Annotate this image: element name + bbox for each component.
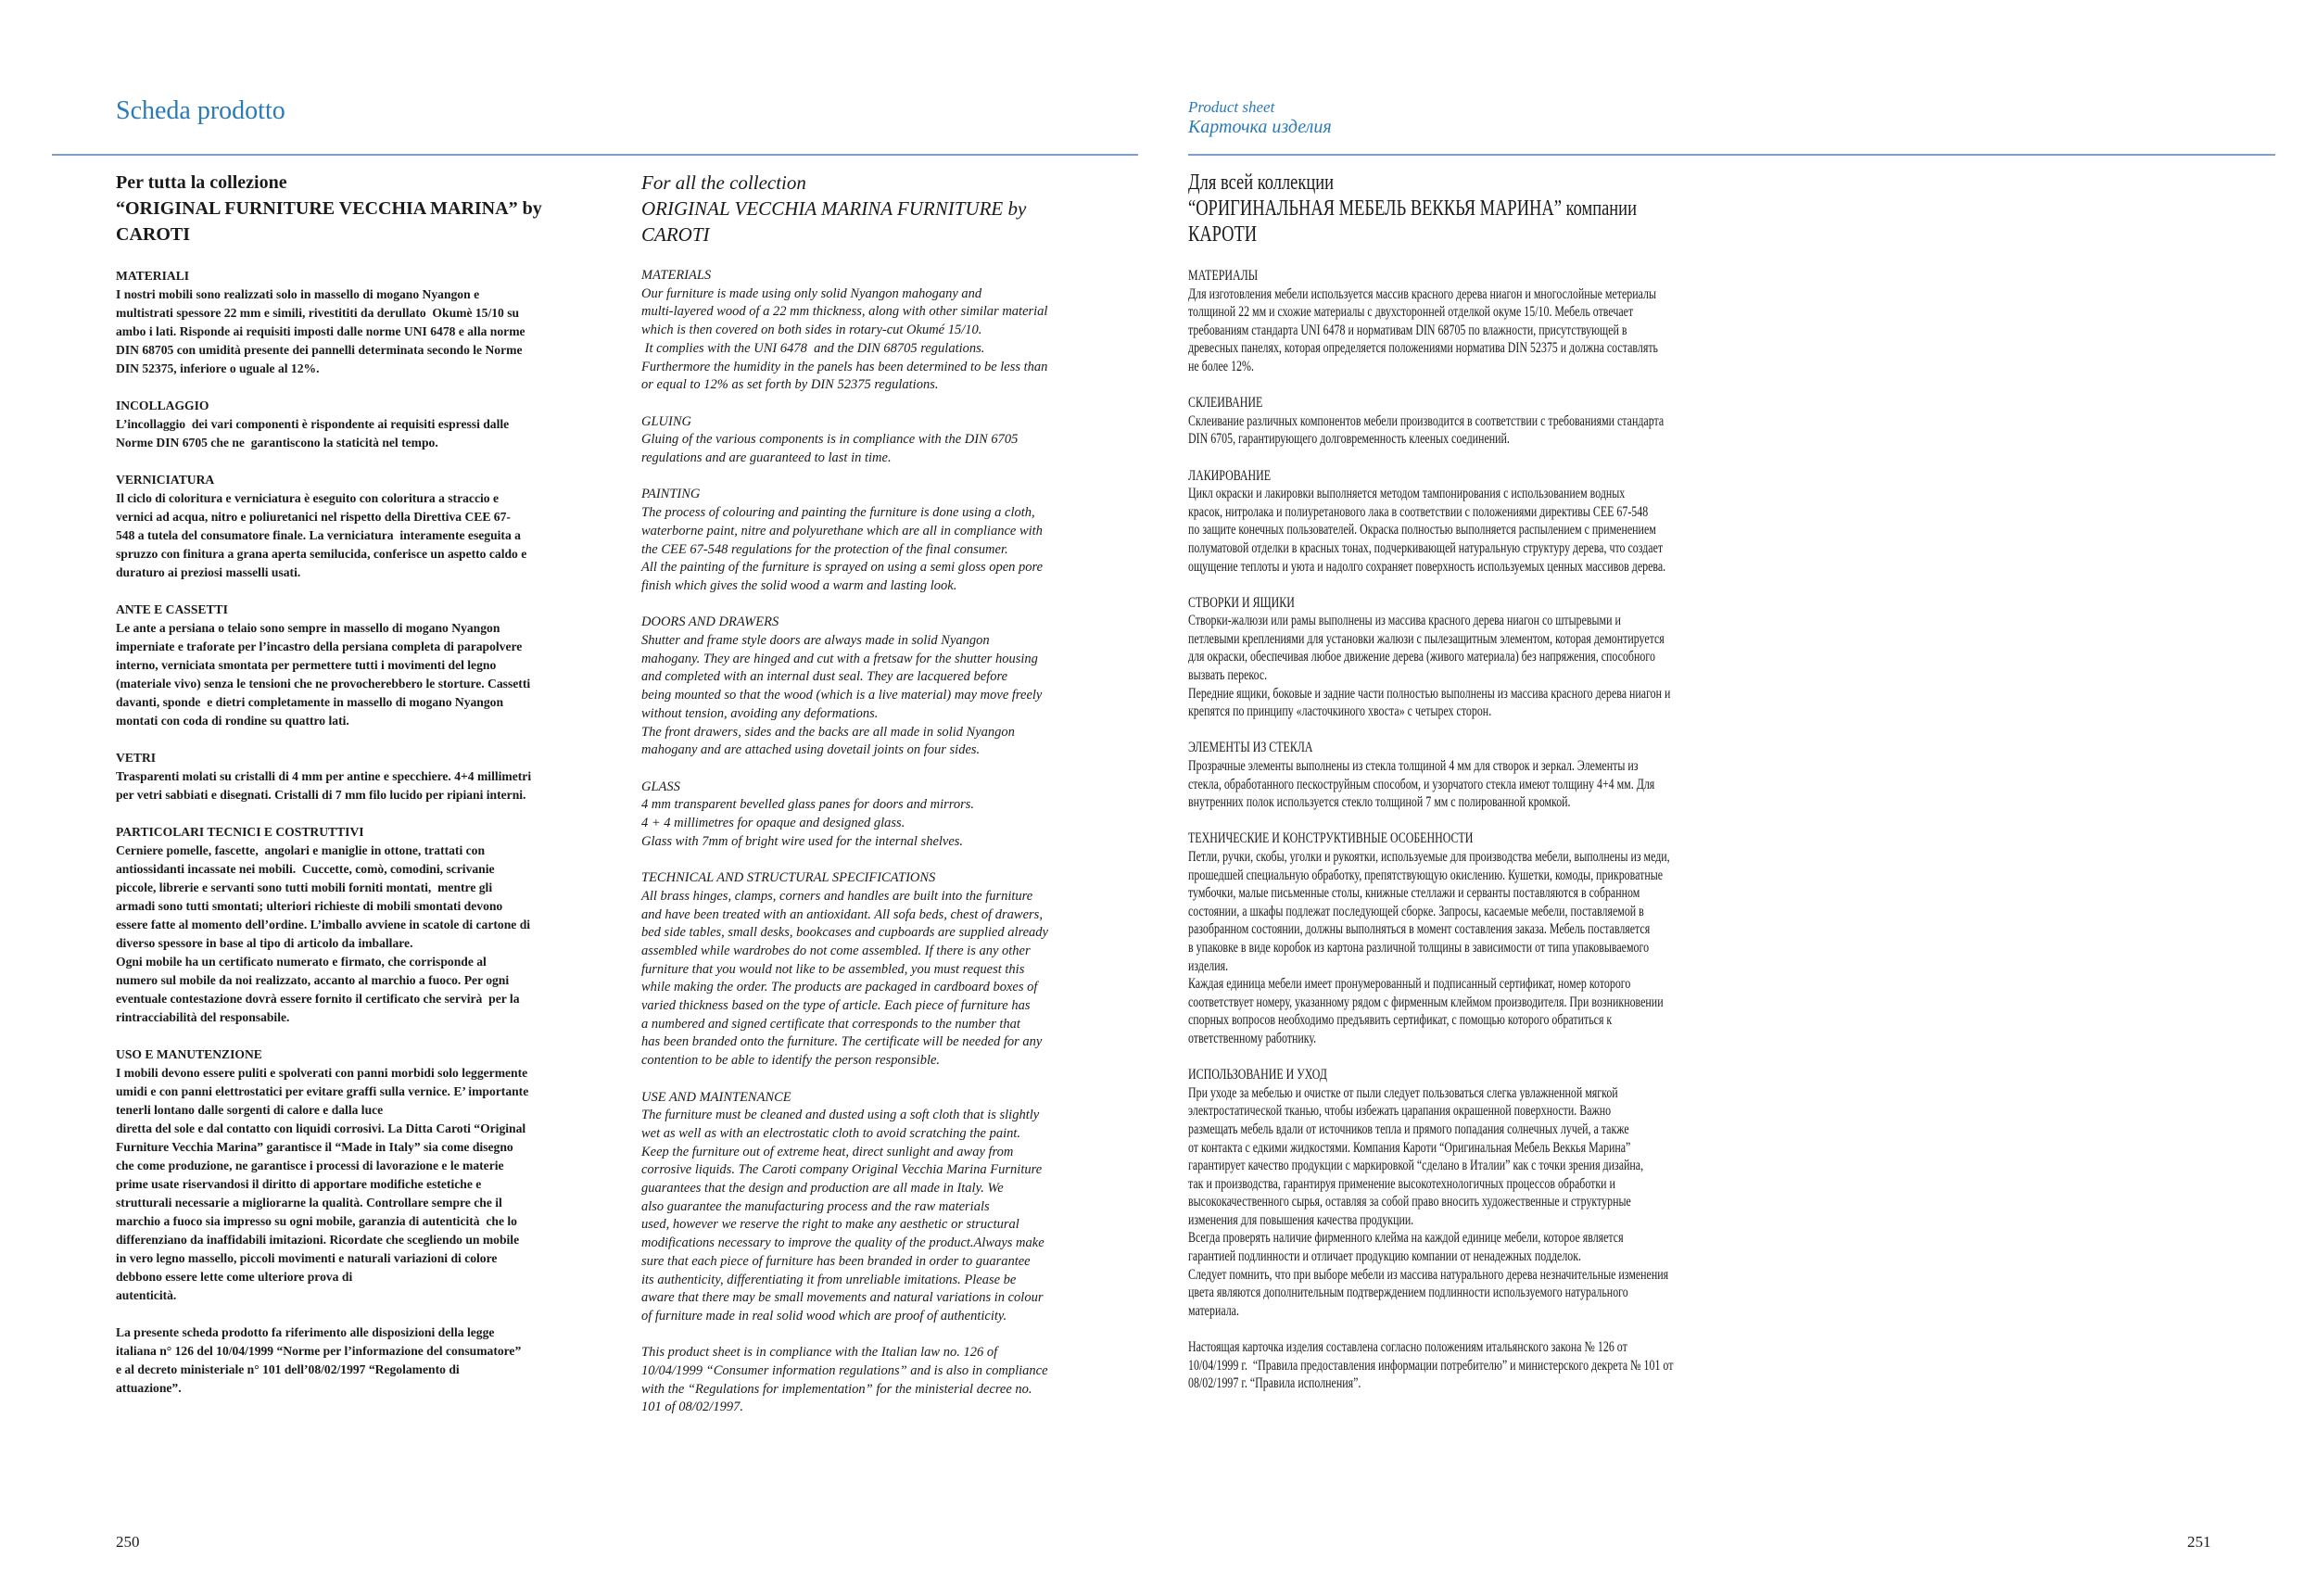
section-title: USE AND MAINTENANCE	[641, 1089, 791, 1105]
legal-note	[116, 1324, 542, 1398]
section-title: ANTE E CASSETTI	[116, 602, 228, 616]
section-text: Настоящая карточка изделия составлена согласно положениям итальянского закона № 126 от 10/04/1999 г. “Правила предоставления информации потребителю” и министерского декрета № 101 от 08/02/1997 г. “Правила исполнения”.	[1188, 1339, 1674, 1392]
section-text: I mobili devono essere puliti e spolverati con panni morbidi solo leggermente umidi e con panni elettrostatici per evitare graffi sulla vernice. E’ importante tenerli lontano dalle sorgenti di calore e dalla luce diretta del sole e dal contatto con liquidi corrosivi. La Ditta Caroti “Original Furniture Vecchia Marina” garantisce il “Made in Italy” sia come disegno che come produzione, ne garantisce i processi di lavorazione e le materie prime usate riservandosi il diritto di apportare modifiche estetiche e strutturali necessarie a migliorarne la qualità. Controllare sempre che il marchio a fuoco sia impresso su ogni mobile, garanzia di autenticità che lo differenziano da inaffidabili imitazioni. Ricordate che scegliendo un mobile in vero legno massello, piccoli movimenti e naturali variazioni di colore debbono essere lette come ulteriore prova di autenticità.	[116, 1066, 529, 1302]
section-text: I nostri mobili sono realizzati solo in massello di mogano Nyangon e multistrati spessore 22 mm e simili, rivestititi da derullato Okumè 15/10 su ambo i lati. Risponde ai requisiti imposti dalle norme UNI 6478 e alla norme DIN 68705 con umidità presente dei pannelli determinata secondo le Norme DIN 52375, inferiore o uguale al 12%.	[116, 287, 525, 375]
section-spacer	[116, 452, 542, 471]
section-spacer	[1188, 376, 1931, 395]
section-title: МАТЕРИАЛЫ	[1188, 268, 1259, 284]
section	[1188, 267, 1931, 376]
section-title: СКЛЕИВАНИЕ	[1188, 395, 1263, 412]
collection-heading-line: Для всей коллекции	[1188, 171, 1335, 195]
header-divider-left	[52, 154, 1138, 156]
section-text: Gluing of the various components is in compliance with the DIN 6705 regulations and are guaranteed to last in time.	[641, 432, 1019, 466]
section-spacer	[1188, 1320, 1931, 1338]
section-text: Cerniere pomelle, fascette, angolari e maniglie in ottone, trattati con antiossidanti incassate nei mobili. Cuccette, comò, comodini, scrivanie piccole, librerie e servanti sono tutti mobili forniti montati, mentre gli armadi sono tutti smontati; ulteriori richieste di mobili smontati devono essere fatte al momento dell’ordine. L’imballo avviene in scatole di cartone di diverso spessore in base al tipo di articolo da imballare. Ogni mobile ha un certificato numerato e firmato, che corrisponde al numero sul mobile da noi realizzato, accanto al marchio a fuoco. Per ogni eventuale contestazione dovrà essere fornito il certificato che servirà per la rintracciabilità del responsabile.	[116, 843, 531, 1024]
collection-heading-line: CAROTI	[116, 224, 191, 245]
page-title-left: Scheda prodotto	[116, 96, 285, 125]
section	[641, 486, 1048, 595]
section-text: Trasparenti molati su cristalli di 4 mm per antine e specchiere. 4+4 millimetri per vetri sabbiati e disegnati. Cristalli di 7 mm filo lucido per ripiani interni.	[116, 769, 532, 802]
section	[1188, 394, 1931, 449]
section-text: Петли, ручки, скобы, уголки и рукоятки, используемые для производства мебели, выполнены из меди, прошедшей специальную обработку, препятствующую окислению. Кушетки, комоды, прикроватные тумбочки, малые письменные столы, книжные стеллажи и серванты поставляются в собранном состоянии, а шкафы подлежат последующей сборке. Запросы, касаемые мебели, поставляемой в разобранном состоянии, должны выполняться в момент составления заказа. Мебель поставляется в упаковке в виде коробок из картона различной толщины в зависимости от типа упаковываемого изделия. Каждая единица мебели имеет пронумерованный и подписанный сертификат, номер которого соответствует номеру, указанному рядом с фирменным клеймом производителя. При возникновении спорных вопросов необходимо предъявить сертификат, с помощью которого обратиться к ответственному работнику.	[1188, 849, 1670, 1046]
section-spacer	[641, 1326, 1048, 1345]
section	[641, 614, 1048, 760]
section-title: ЛАКИРОВАНИЕ	[1188, 467, 1272, 484]
page-title-right-en: Product sheet	[1188, 98, 1275, 116]
section-text: L’incollaggio dei vari componenti è rispondente ai requisiti espressi dalle Norme DIN 6705 che ne garantiscono la staticità nel tempo.	[116, 417, 510, 450]
page-number-right: 251	[2187, 1533, 2211, 1551]
section-title: ТЕХНИЧЕСКИЕ И КОНСТРУКТИВНЫЕ ОСОБЕННОСТИ	[1188, 830, 1474, 847]
section	[116, 823, 542, 1027]
section	[1188, 1066, 1931, 1320]
section-title: DOORS AND DRAWERS	[641, 614, 779, 630]
section-spacer	[116, 378, 542, 397]
section-text: This product sheet is in compliance with the Italian law no. 126 of 10/04/1999 “Consumer information regulations” and is also in compliance with the “Regulations for implementation” for the ministerial decree no. 101 of 08/02/1997.	[641, 1345, 1048, 1415]
section-spacer	[116, 1027, 542, 1045]
section-title: ИСПОЛЬЗОВАНИЕ И УХОД	[1188, 1067, 1327, 1083]
collection-heading-line: CAROTI	[641, 223, 710, 246]
section-list	[641, 267, 1048, 1417]
page-number-left: 250	[116, 1533, 140, 1551]
section-title: PAINTING	[641, 487, 701, 502]
section-spacer	[1188, 721, 1931, 740]
section-title: USO E MANUTENZIONE	[116, 1047, 262, 1061]
section-title: GLASS	[641, 779, 680, 794]
section-text: The process of colouring and painting the furniture is done using a cloth, waterborne paint, nitre and polyurethane which are all in compliance with the CEE 67-548 regulations for the protection of the final consumer. All the painting of the furniture is sprayed on using a semi gloss open pore finish which gives the solid wood a warm and lasting look.	[641, 505, 1044, 593]
section	[641, 267, 1048, 395]
section-text: The furniture must be cleaned and dusted using a soft cloth that is slightly wet as well as with an electrostatic cloth to avoid scratching the paint. Keep the furniture out of extreme heat, direct sunlight and away from corrosive liquids. The Caroti company Original Vecchia Marina Furniture guarantees that the design and production are all made in Italy. We also guarantee the manufacturing process and the raw materials used, however we reserve the right to make any aesthetic or structural modifications necessary to improve the quality of the product.Always make sure that each piece of furniture has been branded in order to guarantee its authenticity, differentiating it from unreliable imitations. Please be aware that there may be small movements and natural variations in colour of furniture made in real solid wood which are proof of authenticity.	[641, 1108, 1045, 1324]
legal-note	[1188, 1338, 1931, 1393]
section-spacer	[641, 760, 1048, 779]
section-spacer	[641, 395, 1048, 413]
collection-heading-line: Per tutta la collezione	[116, 172, 287, 193]
legal-note	[641, 1344, 1048, 1417]
section-list	[116, 267, 542, 1398]
section	[641, 413, 1048, 468]
collection-heading-line: “ОРИГИНАЛЬНАЯ МЕБЕЛЬ ВЕККЬЯ МАРИНА” компании	[1188, 196, 1637, 221]
section-text: Our furniture is made using only solid Nyangon mahogany and multi-layered wood of a 22 mm thickness, along with other similar material which is then covered on both sides in rotary-cut Okumé 15/10. It complies with the UNI 6478 and the DIN 68705 regulations. Furthermore the humidity in the panels has been determined to be less than or equal to 12% as set forth by DIN 52375 regulations.	[641, 285, 1048, 393]
section-title: TECHNICAL AND STRUCTURAL SPECIFICATIONS	[641, 870, 936, 886]
column-russian	[1188, 170, 1931, 1393]
section-title: MATERIALI	[116, 269, 190, 283]
column-italian	[116, 170, 542, 1398]
section-title: INCOLLAGGIO	[116, 399, 209, 412]
section	[1188, 830, 1931, 1047]
section-text: При уходе за мебелью и очистке от пыли следует пользоваться слегка увлажненной мягкой электростатической тканью, чтобы избежать царапания окрашенной поверхности. Важно размещать мебель вдали от источников тепла и прямого попадания солнечных лучей, а также от контакта с едкими жидкостями. Компания Кароти “Оригинальная Мебель Веккья Марина” гарантирует качество продукции с маркировкой “сделано в Италии” как с точки зрения дизайна, так и производства, гарантируя применение высокотехнологичных процессов обработки и высококачественного сырья, оставляя за собой право вносить художественные и структурные изменения для повышения качества продукции. Всегда проверять наличие фирменного клейма на каждой единице мебели, которое является гарантией подлинности и отличает продукцию компании от ненадежных подделок. Следует помнить, что при выборе мебели из массива натурального дерева незначительные изменения цвета являются дополнительным подтверждением подлинности используемого натурального материала.	[1188, 1084, 1669, 1319]
section-text: Цикл окраски и лакировки выполняется методом тампонирования с использованием водных красок, нитролака и полиуретанового лака в соответствии с положениями директивы CEE 67-548 по защите конечных пользователей. Окраска полностью выполняется распылением с применением полуматовой отделки в красных тонах, подчеркивающей натуральную структуру дерева, что создает ощущение теплоты и уюта и надолго сохраняет поверхность используемых ценных массивов дерева.	[1188, 486, 1666, 575]
section	[116, 749, 542, 804]
section-list	[1188, 267, 1931, 1393]
header-divider-right	[1188, 154, 2275, 156]
section	[1188, 467, 1931, 576]
column-english	[641, 170, 1048, 1417]
collection-heading	[116, 170, 542, 247]
section-spacer	[1188, 576, 1931, 594]
section	[116, 471, 542, 582]
collection-heading-line: “ORIGINAL FURNITURE VECCHIA MARINA” by	[116, 198, 542, 219]
section-text: Le ante a persiana o telaio sono sempre in massello di mogano Nyangon imperniate e traforate per l’incastro della persiana completa di parapolvere interno, verniciata smontata per permettere tutti i movimenti del legno (materiale vivo) senza le tensioni che ne provocherebbero le storture. Cassetti davanti, sponde e dietri completamente in massello di mogano Nyangon montati con coda di rondine su quattro lati.	[116, 621, 531, 728]
section	[1188, 594, 1931, 721]
section-title: GLUING	[641, 413, 691, 429]
section	[116, 1045, 542, 1305]
collection-heading	[641, 170, 1048, 247]
section-spacer	[116, 730, 542, 749]
section-text: Shutter and frame style doors are always made in solid Nyangon mahogany. They are hinged and cut with a fretsaw for the shutter housing and completed with an internal dust seal. They are lacquered before being mounted so that the wood (which is a live material) may move freely without tension, avoiding any deformations. The front drawers, sides and the backs are all made in solid Nyangon mahogany and are attached using dovetail joints on four sides.	[641, 633, 1043, 758]
section-text: Створки-жалюзи или рамы выполнены из массива красного дерева ниагон со штыревыми и петлевыми креплениями для установки жалюзи с пылезащитным элементом, которая демонтируется для окраски, обеспечивая любое движение дерева (живого материала) без напряжения, способного вызвать перекос. Передние ящики, боковые и задние части полностью выполнены из массива красного дерева ниагон и крепятся по принципу «ласточкиного хвоста» с четырех сторон.	[1188, 613, 1671, 720]
collection-heading	[1188, 170, 1931, 247]
section-spacer	[1188, 812, 1931, 830]
section-title: VETRI	[116, 751, 157, 765]
section-text: Для изготовления мебели используется массив красного дерева ниагон и многослойные метериалы толщиной 22 мм и схожие материалы с двухсторонней отделкой окуме 15/10. Мебель отвечает требованиям стандарта UNI 6478 и нормативам DIN 68705 по влажности, присутствующей в древесных панелях, которая определяется положениями норматива DIN 52375 и должна составлять не более 12%.	[1188, 285, 1658, 374]
section-text: 4 mm transparent bevelled glass panes for doors and mirrors. 4 + 4 millimetres for opaque and designed glass. Glass with 7mm of bright wire used for the internal shelves.	[641, 797, 975, 849]
section-text: All brass hinges, clamps, corners and handles are built into the furniture and have been treated with an antioxidant. All sofa beds, chest of drawers, bed side tables, small desks, bookcases and cupboards are supplied already assembled while wardrobes do not come assembled. If there is any other furniture that you would not like to be assembled, you must request this while making the order. The products are packaged in cardboard boxes of varied thickness based on the type of article. Each piece of furniture has a numbered and signed certificate that corresponds to the number that has been branded onto the furniture. The certificate will be needed for any contention to be able to identify the person responsible.	[641, 888, 1048, 1069]
section-text: Прозрачные элементы выполнены из стекла толщиной 4 мм для створок и зеркал. Элементы из стекла, обработанного пескоструйным способом, и узорчатого стекла имеют толщину 4+4 мм. Для внутренних полок используется стекло толщиной 7 мм с полированной кромкой.	[1188, 758, 1655, 811]
section	[641, 1089, 1048, 1326]
section	[641, 869, 1048, 1070]
section-text: Il ciclo di coloritura e verniciatura è eseguito con coloritura a straccio e vernici ad acqua, nitro e poliuretanici nel rispetto della Direttiva CEE 67- 548 a tutela del consumatore finale. La verniciatura interamente eseguita a spruzzo con finitura a grana aperta semilucida, conferisce un aspetto caldo e duraturo ai preziosi masselli usati.	[116, 491, 527, 579]
section-title: ЭЛЕМЕНТЫ ИЗ СТЕКЛА	[1188, 740, 1313, 756]
collection-heading-line: КАРОТИ	[1188, 222, 1258, 247]
section	[641, 779, 1048, 852]
section-spacer	[116, 804, 542, 823]
section-title: MATERIALS	[641, 268, 712, 283]
page-title-right-ru: Карточка изделия	[1188, 117, 1332, 137]
section-spacer	[116, 1305, 542, 1324]
section	[1188, 739, 1931, 811]
section	[116, 267, 542, 378]
section-title: PARTICOLARI TECNICI E COSTRUTTIVI	[116, 825, 364, 839]
section	[116, 601, 542, 730]
collection-heading-line: For all the collection	[641, 171, 806, 194]
section-title: СТВОРКИ И ЯЩИКИ	[1188, 594, 1295, 611]
section-text: La presente scheda prodotto fa riferimento alle disposizioni della legge italiana n° 126 del 10/04/1999 “Norme per l’informazione del consumatore” e al decreto ministeriale n° 101 dell’08/02/1997 “Regolamento di attuazione”.	[116, 1325, 522, 1395]
section-spacer	[116, 582, 542, 601]
section-spacer	[1188, 1048, 1931, 1067]
section-spacer	[641, 468, 1048, 487]
section-spacer	[1188, 449, 1931, 467]
section-title: VERNICIATURA	[116, 473, 215, 487]
section-spacer	[641, 596, 1048, 614]
section-text: Склеивание различных компонентов мебели производится в соответствии с требованиями стандарта DIN 6705, гарантирующего долговременность клееных соединений.	[1188, 412, 1665, 448]
section-spacer	[641, 851, 1048, 869]
collection-heading-line: ORIGINAL VECCHIA MARINA FURNITURE by	[641, 197, 1027, 220]
section	[116, 397, 542, 452]
section-spacer	[641, 1070, 1048, 1089]
